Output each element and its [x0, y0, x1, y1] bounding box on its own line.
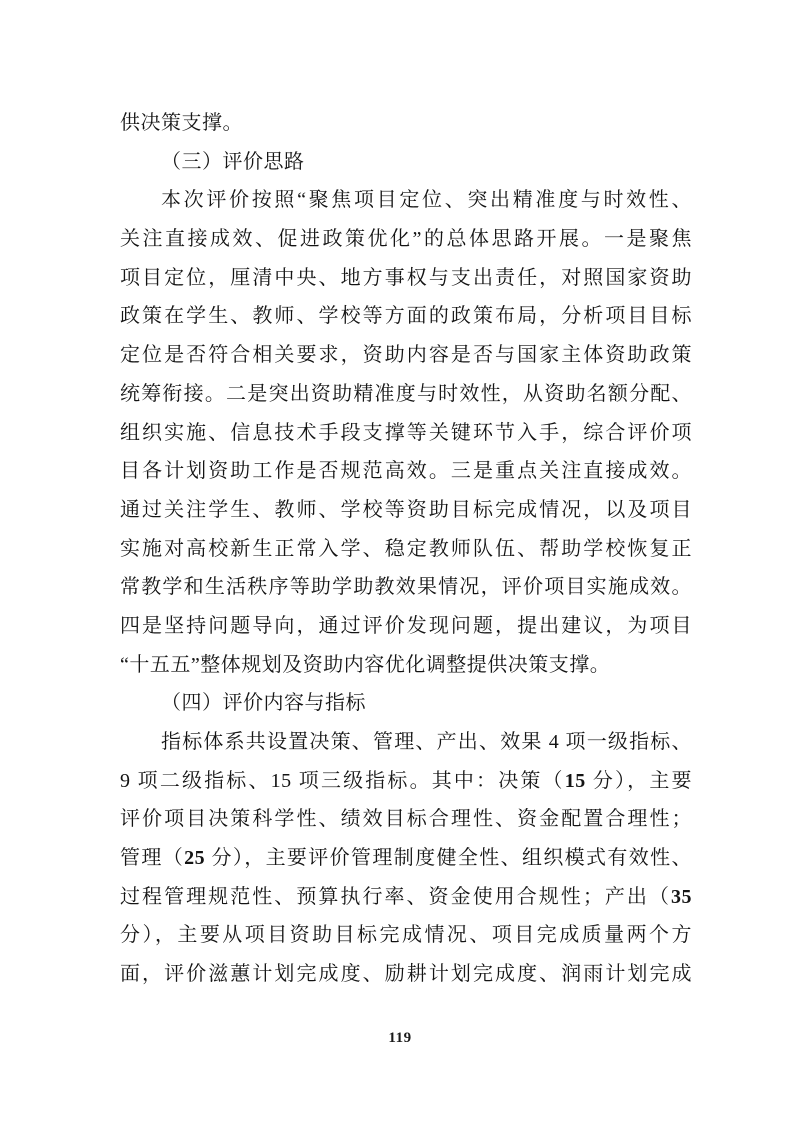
text-segment: 本次评价按照“聚焦项目定位、突出精准度与时效性、 — [161, 189, 692, 212]
text-segment: 目各计划资助工作是否规范高效。三是重点关注直接成效。 — [120, 460, 692, 483]
text-line — [120, 452, 692, 491]
text-line — [120, 800, 692, 839]
page-number: 119 — [388, 1030, 412, 1046]
text-segment: 常教学和生活秩序等助学助教效果情况，评价项目实施成效。 — [120, 576, 692, 599]
text-line — [120, 646, 692, 685]
text-line — [120, 839, 692, 878]
text-segment: （三）评价思路 — [161, 150, 305, 173]
text-segment: 分），主要 — [585, 769, 693, 792]
text-line — [120, 220, 692, 259]
bold-score-text: 15 — [564, 769, 586, 792]
text-segment: （四）评价内容与指标 — [161, 692, 366, 715]
text-segment: 评价项目决策科学性、绩效目标合理性、资金配置合理性； — [120, 808, 692, 831]
text-segment: 关注直接成效、促进政策优化”的总体思路开展。一是聚焦 — [120, 228, 692, 251]
text-line — [120, 955, 692, 994]
text-segment: 分），主要评价管理制度健全性、组织模式有效性、 — [205, 847, 693, 870]
text-line — [120, 568, 692, 607]
text-segment: 过程管理规范性、预算执行率、资金使用合规性；产出（ — [120, 885, 671, 908]
text-line — [120, 181, 692, 220]
text-line — [120, 414, 692, 453]
text-segment: 供决策支撑。 — [120, 112, 243, 134]
text-segment: 分），主要从项目资助目标完成情况、项目完成质量两个方 — [120, 924, 692, 947]
text-segment: 通过关注学生、教师、学校等资助目标完成情况，以及项目 — [120, 498, 692, 521]
text-segment: 四是坚持问题导向，通过评价发现问题，提出建议，为项目 — [120, 614, 692, 637]
text-line — [120, 375, 692, 414]
text-segment: “十五五”整体规划及资助内容优化调整提供决策支撑。 — [120, 653, 611, 676]
bold-score-text: 35 — [671, 885, 692, 908]
text-segment: 组织实施、信息技术手段支撑等关键环节入手，综合评价项 — [120, 421, 692, 444]
text-line — [120, 723, 692, 762]
text-line — [120, 491, 692, 530]
text-line — [120, 104, 692, 143]
text-segment: 实施对高校新生正常入学、稳定教师队伍、帮助学校恢复正 — [120, 537, 692, 560]
text-line — [120, 530, 692, 569]
text-segment: 政策在学生、教师、学校等方面的政策布局，分析项目目标 — [120, 305, 692, 328]
section-heading — [120, 143, 692, 182]
text-segment: 统筹衔接。二是突出资助精准度与时效性，从资助名额分配、 — [120, 382, 692, 405]
text-segment: 9 项二级指标、15 项三级指标。其中：决策（ — [120, 769, 565, 792]
text-line — [120, 297, 692, 336]
text-segment: 项目定位，厘清中央、地方事权与支出责任，对照国家资助 — [120, 266, 692, 289]
text-line — [120, 607, 692, 646]
section-heading — [120, 684, 692, 723]
text-segment: 面，评价滋蕙计划完成度、励耕计划完成度、润雨计划完成 — [120, 963, 692, 986]
text-segment: 指标体系共设置决策、管理、产出、效果 4 项一级指标、 — [161, 731, 692, 753]
text-line — [120, 336, 692, 375]
text-line — [120, 878, 692, 917]
text-line — [120, 762, 692, 801]
text-segment: 定位是否符合相关要求，资助内容是否与国家主体资助政策 — [120, 344, 692, 367]
text-line — [120, 259, 692, 298]
text-content — [120, 104, 692, 994]
text-segment: 管理（ — [120, 847, 185, 870]
text-line — [120, 916, 692, 955]
bold-score-text: 25 — [184, 847, 206, 870]
